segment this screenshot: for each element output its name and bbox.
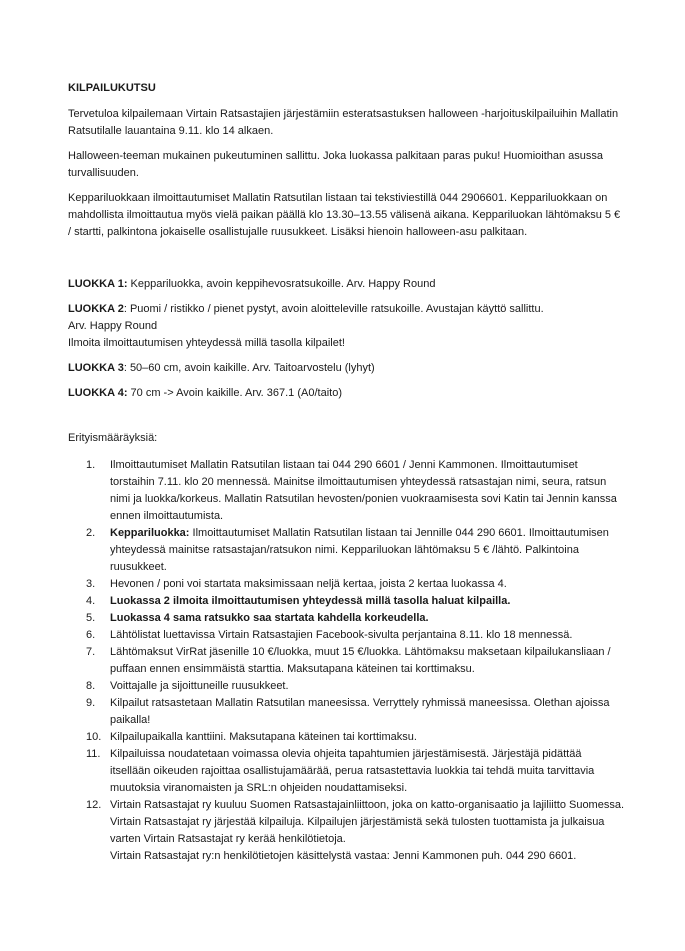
- section-spacer: [68, 249, 624, 276]
- special-rules-list: [68, 457, 624, 865]
- rule-item: [68, 695, 624, 729]
- rule-number: 3.: [86, 578, 96, 590]
- rule-item: [68, 610, 624, 627]
- rule-text: Kilpailuissa noudatetaan voimassa olevia ohjeita tapahtumien järjestämisestä. Järjestäjä pidättää itsellään oikeuden rajoittaa osallistujamäärää, perua ratsastettavia luokkia tai tehdä muita tarvittavia muutoksia viranomaisten ja SRL:n ohjeiden noudattamiseksi.: [110, 748, 595, 794]
- class-3: [68, 360, 624, 377]
- rule-number: 11.: [86, 748, 101, 760]
- rule-number: 7.: [86, 646, 96, 658]
- rule-text: Ilmoittautumiset Mallatin Ratsutilan listaan tai Jennille 044 290 6601. Ilmoittautumisen yhteydessä mainitse ratsastajan/ratsukon nimi. Keppariluokan lähtömaksu 5 € /lähtö. Palkintoina ruusukkeet.: [110, 527, 609, 573]
- rule-text: Virtain Ratsastajat ry kuuluu Suomen Ratsastajainliittoon, joka on katto-organisaatio ja lajiliitto Suomessa. Virtain Ratsastajat ry järjestää kilpailuja. Kilpailujen järjestämistä sekä tulosten tuottamista ja julkaisua varten Virtain Ratsastajat ry kerää henkilötietoja.: [110, 799, 625, 845]
- rule-text: Kilpailut ratsastetaan Mallatin Ratsutilan maneesissa. Verryttely ryhmissä maneesissa. Olethan ajoissa paikalla!: [110, 697, 610, 726]
- rule-item: [68, 729, 624, 746]
- class-1-text: Keppariluokka, avoin keppihevosratsukoille. Arv. Happy Round: [127, 278, 436, 290]
- rule-item: [68, 457, 624, 525]
- document-body: [68, 80, 624, 865]
- rule-item: [68, 797, 624, 865]
- class-2-extra-1: Arv. Happy Round: [68, 320, 158, 332]
- intro-paragraph-1: Tervetuloa kilpailemaan Virtain Ratsastajien järjestämiin esteratsastuksen halloween -harjoituskilpailuihin Mallatin Ratsutilalle lauantaina 9.11. klo 14 alkaen.: [68, 108, 619, 137]
- rule-item: [68, 627, 624, 644]
- rule-number: 12.: [86, 799, 102, 811]
- rule-number: 6.: [86, 629, 96, 641]
- rule-bold-text: Luokassa 2 ilmoita ilmoittautumisen yhteydessä millä tasolla haluat kilpailla.: [110, 595, 511, 607]
- class-2-text: : Puomi / ristikko / pienet pystyt, avoin aloitteleville ratsukoille. Avustajan käyttö sallittu.: [123, 303, 544, 315]
- rule-item: [68, 746, 624, 797]
- class-2-extra-2: Ilmoita ilmoittautumisen yhteydessä millä tasolla kilpailet!: [68, 337, 345, 349]
- rule-text: Lähtömaksut VirRat jäsenille 10 €/luokka, muut 15 €/luokka. Lähtömaksu maksetaan kilpailukansliaan / puffaan ennen ensimmäistä starttia. Maksutapana käteinen tai korttimaksu.: [110, 646, 611, 675]
- rule-text: Kilpailupaikalla kanttiini. Maksutapana käteinen tai korttimaksu.: [110, 731, 417, 743]
- special-rules-heading: Erityismääräyksiä:: [68, 432, 158, 444]
- rule-item: [68, 593, 624, 610]
- class-3-text: : 50–60 cm, avoin kaikille. Arv. Taitoarvostelu (lyhyt): [123, 362, 375, 374]
- class-3-label: LUOKKA 3: [68, 362, 124, 374]
- rule-text: Ilmoittautumiset Mallatin Ratsutilan listaan tai 044 290 6601 / Jenni Kammonen. Ilmoittautumiset torstaihin 7.11. klo 20 mennessä. Mainitse ilmoittautumisen yhteydessä ratsastajan nimi, seura, ratsun nimi ja luokka/korkeus. Mallatin Ratsutilan hevosten/ponien vuokraamisesta sovi Katin tai Jennin kanssa ennen ilmoittautumista.: [110, 459, 617, 522]
- rule-number: 2.: [86, 527, 96, 539]
- rule-number: 4.: [86, 595, 96, 607]
- class-1: [68, 276, 624, 293]
- rule-text: Virtain Ratsastajat ry:n henkilötietojen käsittelystä vastaa: Jenni Kammonen puh. 044 290 6601.: [110, 850, 577, 862]
- rule-bold-text: Luokassa 4 sama ratsukko saa startata kahdella korkeudella.: [110, 612, 429, 624]
- rule-number: 8.: [86, 680, 96, 692]
- intro-paragraph-3: Keppariluokkaan ilmoittautumiset Mallatin Ratsutilan listaan tai tekstiviestillä 044 2906601. Keppariluokkaan on mahdollista ilmoittautua myös vielä paikan päällä klo 13.30–13.55 välisenä aikana. Keppariluokan lähtömaksu 5 € / startti, palkintona jokaiselle osallistujalle ruusukkeet. Lisäksi hienoin halloween-asu palkitaan.: [68, 192, 621, 238]
- document-title: KILPAILUKUTSU: [68, 82, 156, 94]
- rule-number: 10.: [86, 731, 102, 743]
- rule-number: 5.: [86, 612, 96, 624]
- class-4-label: LUOKKA 4:: [68, 387, 128, 399]
- intro-paragraph-2: Halloween-teeman mukainen pukeutuminen sallittu. Joka luokassa palkitaan paras puku! Huomioithan asussa turvallisuuden.: [68, 150, 604, 179]
- rule-item: [68, 644, 624, 678]
- class-2: [68, 301, 624, 352]
- rule-number: 1.: [86, 459, 96, 471]
- rule-item: [68, 576, 624, 593]
- rule-text: Voittajalle ja sijoittuneille ruusukkeet.: [110, 680, 289, 692]
- class-2-label: LUOKKA 2: [68, 303, 124, 315]
- rule-number: 9.: [86, 697, 96, 709]
- rule-bold-text: Keppariluokka:: [110, 527, 190, 539]
- class-1-label: LUOKKA 1:: [68, 278, 128, 290]
- rule-item: [68, 525, 624, 576]
- rule-item: [68, 678, 624, 695]
- rule-text: Hevonen / poni voi startata maksimissaan neljä kertaa, joista 2 kertaa luokassa 4.: [110, 578, 507, 590]
- class-4: [68, 385, 624, 402]
- rule-text: Lähtölistat luettavissa Virtain Ratsastajien Facebook-sivulta perjantaina 8.11. klo 18 mennessä.: [110, 629, 573, 641]
- class-4-text: 70 cm -> Avoin kaikille. Arv. 367.1 (A0/taito): [127, 387, 342, 399]
